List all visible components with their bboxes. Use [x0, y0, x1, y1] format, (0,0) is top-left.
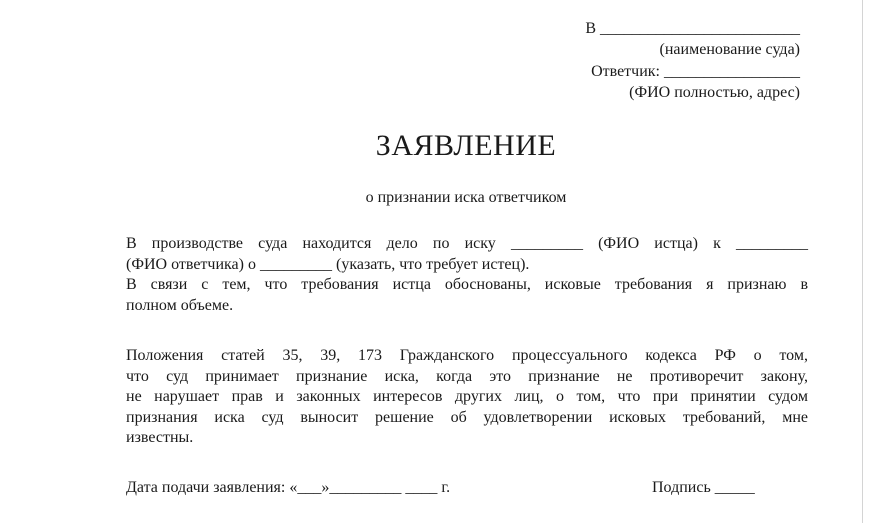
- document-subtitle: о признании иска ответчиком: [365, 189, 567, 206]
- law-paragraph: [126, 346, 808, 449]
- claim-paragraph: [126, 234, 808, 316]
- paragraph-line: В связи с тем, что требования истца обоснованы, исковые требования я признаю в: [126, 276, 808, 293]
- paragraph-line: (ФИО ответчика) о _________ (указать, что требует истец).: [126, 255, 530, 273]
- court-address-line: В _________________________: [585, 20, 800, 37]
- paragraph-line: Положения статей 35, 39, 173 Гражданского процессуального кодекса РФ о том,: [126, 347, 808, 364]
- paragraph-line: В производстве суда находится дело по иску _________ (ФИО истца) к _________: [126, 235, 808, 252]
- document-title: ЗАЯВЛЕНИЕ: [375, 129, 557, 162]
- defendant-caption: (ФИО полностью, адрес): [629, 84, 800, 101]
- court-caption: (наименование суда): [659, 41, 800, 58]
- defendant-line: Ответчик: _________________: [591, 63, 800, 80]
- submission-date-line: Дата подачи заявления: «___»_________ ____ г.: [126, 479, 451, 496]
- paragraph-line: полном объеме.: [126, 296, 234, 314]
- paragraph-line: не нарушает прав и законных интересов других лиц, о том, что при принятии судом: [126, 388, 808, 405]
- paragraph-line: что суд принимает признание иска, когда это признание не противоречит закону,: [126, 367, 808, 385]
- paragraph-line: известны.: [126, 429, 194, 446]
- signature-line: Подпись _____: [652, 479, 755, 496]
- paragraph-line: признания иска суд выносит решение об удовлетворении исковых требований, мне: [126, 408, 808, 426]
